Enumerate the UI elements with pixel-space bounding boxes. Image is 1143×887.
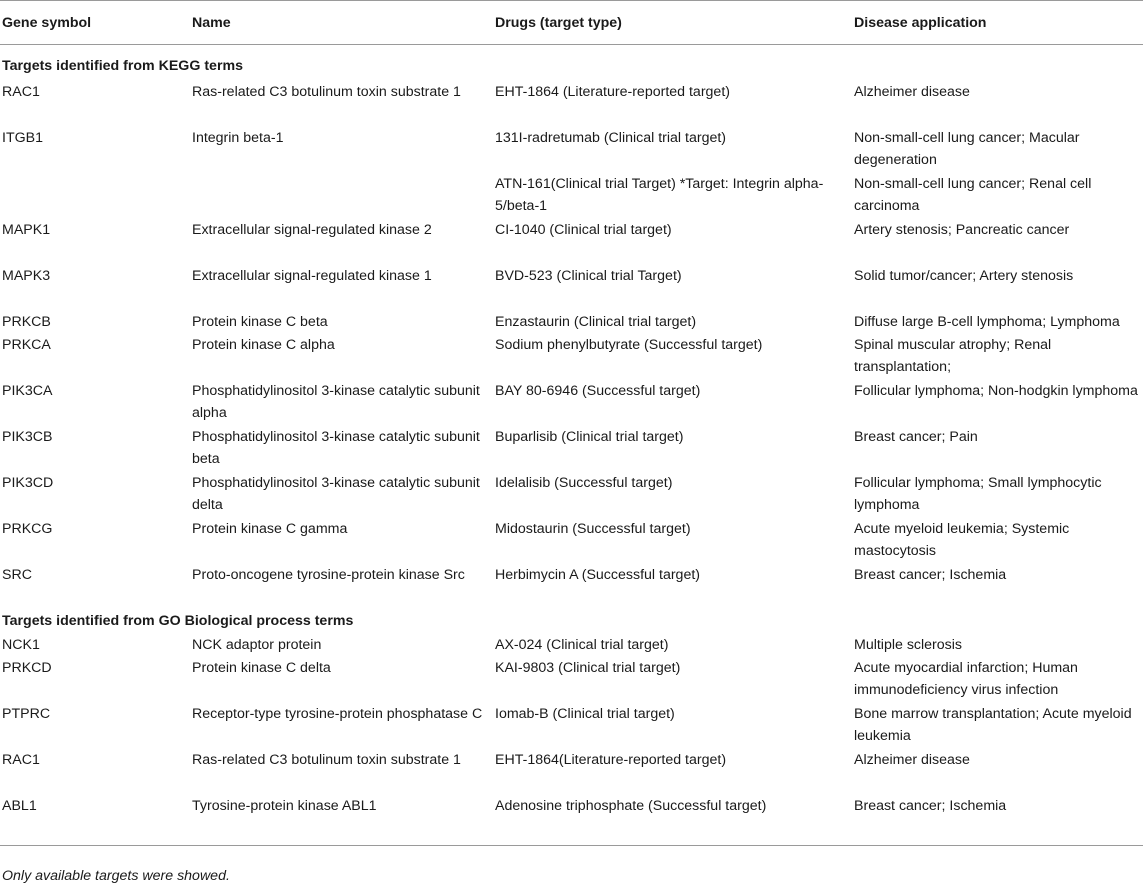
- section-header-row: [0, 610, 1143, 634]
- cell-gene-symbol: [0, 173, 190, 219]
- cell-gene-symbol: RAC1: [2, 752, 40, 768]
- cell-drug: EHT-1864 (Literature-reported target): [495, 84, 730, 100]
- cell-drug: Sodium phenylbutyrate (Successful target): [495, 337, 763, 353]
- cell-disease-application: Diffuse large B-cell lymphoma; Lymphoma: [854, 314, 1120, 330]
- cell-name: Ras-related C3 botulinum toxin substrate 1: [192, 752, 461, 768]
- table-row: [0, 518, 1143, 564]
- cell-drug: BAY 80-6946 (Successful target): [495, 383, 701, 399]
- cell-name: Receptor-type tyrosine-protein phosphatase C: [192, 706, 483, 722]
- cell-name: Protein kinase C gamma: [192, 521, 348, 537]
- cell-gene-symbol: MAPK1: [2, 222, 51, 238]
- header-name: Name: [190, 1, 493, 45]
- cell-gene-symbol: PRKCG: [2, 521, 53, 537]
- cell-name: Ras-related C3 botulinum toxin substrate 1: [192, 84, 461, 100]
- cell-drug: ATN-161(Clinical trial Target) *Target: Integrin alpha-5/beta-1: [495, 176, 824, 214]
- cell-disease-application: Non-small-cell lung cancer; Renal cell carcinoma: [854, 176, 1092, 214]
- cell-disease-application: Breast cancer; Ischemia: [852, 795, 1143, 846]
- cell-disease-application: Non-small-cell lung cancer; Macular degeneration: [854, 130, 1080, 168]
- cell-drug: Buparlisib (Clinical trial target): [495, 429, 684, 445]
- table-row: [0, 795, 1143, 846]
- cell-gene-symbol: PTPRC: [2, 706, 51, 722]
- table-header: [0, 1, 1143, 45]
- cell-drug: AX-024 (Clinical trial target): [495, 637, 669, 653]
- cell-drug: EHT-1864(Literature-reported target): [495, 752, 727, 768]
- table-row: [0, 265, 1143, 311]
- section-header-row: [0, 45, 1143, 82]
- cell-name: Integrin beta-1: [192, 130, 284, 146]
- table-row: [0, 472, 1143, 518]
- cell-name: Tyrosine-protein kinase ABL1: [190, 795, 493, 846]
- cell-drug: Iomab-B (Clinical trial target): [495, 706, 675, 722]
- cell-name: Protein kinase C beta: [192, 314, 328, 330]
- cell-gene-symbol: PIK3CD: [2, 475, 54, 491]
- header-drugs: Drugs (target type): [493, 1, 852, 45]
- cell-gene-symbol: PRKCD: [2, 660, 52, 676]
- cell-name: Phosphatidylinositol 3-kinase catalytic subunit delta: [192, 475, 480, 513]
- cell-name: Phosphatidylinositol 3-kinase catalytic subunit alpha: [192, 383, 480, 421]
- table-row: [0, 426, 1143, 472]
- table-footnote: Only available targets were showed.: [2, 868, 230, 884]
- cell-gene-symbol: SRC: [2, 567, 32, 583]
- cell-disease-application: Spinal muscular atrophy; Renal transplantation;: [854, 337, 1052, 375]
- table-row: [0, 127, 1143, 173]
- cell-drug: Idelalisib (Successful target): [495, 475, 673, 491]
- cell-name: Protein kinase C delta: [192, 660, 331, 676]
- cell-gene-symbol: PRKCB: [2, 314, 51, 330]
- cell-name: Phosphatidylinositol 3-kinase catalytic subunit beta: [192, 429, 480, 467]
- cell-gene-symbol: NCK1: [2, 637, 40, 653]
- cell-disease-application: Breast cancer; Pain: [854, 429, 978, 445]
- cell-disease-application: Acute myocardial infarction; Human immunodeficiency virus infection: [854, 660, 1078, 698]
- cell-gene-symbol: PIK3CB: [2, 429, 53, 445]
- cell-disease-application: Alzheimer disease: [854, 752, 970, 768]
- cell-disease-application: Acute myeloid leukemia; Systemic mastocytosis: [854, 521, 1070, 559]
- table-row: [0, 219, 1143, 265]
- cell-name: Protein kinase C alpha: [192, 337, 335, 353]
- cell-drug: CI-1040 (Clinical trial target): [495, 222, 672, 238]
- table-row: [0, 564, 1143, 610]
- cell-gene-symbol: ABL1: [0, 795, 190, 846]
- cell-drug: Adenosine triphosphate (Successful target): [493, 795, 852, 846]
- cell-disease-application: Bone marrow transplantation; Acute myeloid leukemia: [854, 706, 1132, 744]
- cell-gene-symbol: ITGB1: [2, 130, 43, 146]
- header-disease-application: Disease application: [852, 1, 1143, 45]
- cell-disease-application: Multiple sclerosis: [854, 637, 963, 653]
- cell-gene-symbol: PRKCA: [2, 337, 51, 353]
- cell-disease-application: Follicular lymphoma; Small lymphocytic lymphoma: [854, 475, 1102, 513]
- cell-drug: KAI-9803 (Clinical trial target): [495, 660, 681, 676]
- table-row: [0, 634, 1143, 657]
- cell-disease-application: Breast cancer; Ischemia: [854, 567, 1007, 583]
- cell-drug: Enzastaurin (Clinical trial target): [495, 314, 697, 330]
- header-gene-symbol: Gene symbol: [0, 1, 190, 45]
- cell-disease-application: Artery stenosis; Pancreatic cancer: [854, 222, 1070, 238]
- table-row: [0, 81, 1143, 127]
- table-row: [0, 311, 1143, 334]
- cell-disease-application: Alzheimer disease: [854, 84, 970, 100]
- section-title: Targets identified from GO Biological process terms: [2, 613, 354, 629]
- table-row: [0, 334, 1143, 380]
- cell-name: [190, 173, 493, 219]
- table-row: [0, 380, 1143, 426]
- cell-gene-symbol: MAPK3: [2, 268, 51, 284]
- section-title: Targets identified from KEGG terms: [2, 58, 243, 74]
- header-row: [0, 1, 1143, 45]
- cell-drug: BVD-523 (Clinical trial Target): [495, 268, 682, 284]
- cell-disease-application: Follicular lymphoma; Non-hodgkin lymphoma: [854, 383, 1138, 399]
- table-row: [0, 749, 1143, 795]
- cell-name: Extracellular signal-regulated kinase 2: [192, 222, 432, 238]
- cell-name: Extracellular signal-regulated kinase 1: [192, 268, 432, 284]
- cell-drug: 131I-radretumab (Clinical trial target): [495, 130, 727, 146]
- table-row: [0, 657, 1143, 703]
- cell-name: NCK adaptor protein: [192, 637, 322, 653]
- cell-drug: Herbimycin A (Successful target): [495, 567, 701, 583]
- cell-drug: Midostaurin (Successful target): [495, 521, 691, 537]
- table-row: [0, 703, 1143, 749]
- cell-name: Proto-oncogene tyrosine-protein kinase Src: [192, 567, 465, 583]
- table-row: [0, 173, 1143, 219]
- cell-disease-application: Solid tumor/cancer; Artery stenosis: [854, 268, 1074, 284]
- cell-gene-symbol: PIK3CA: [2, 383, 53, 399]
- cell-gene-symbol: RAC1: [2, 84, 40, 100]
- table-body: [0, 45, 1143, 846]
